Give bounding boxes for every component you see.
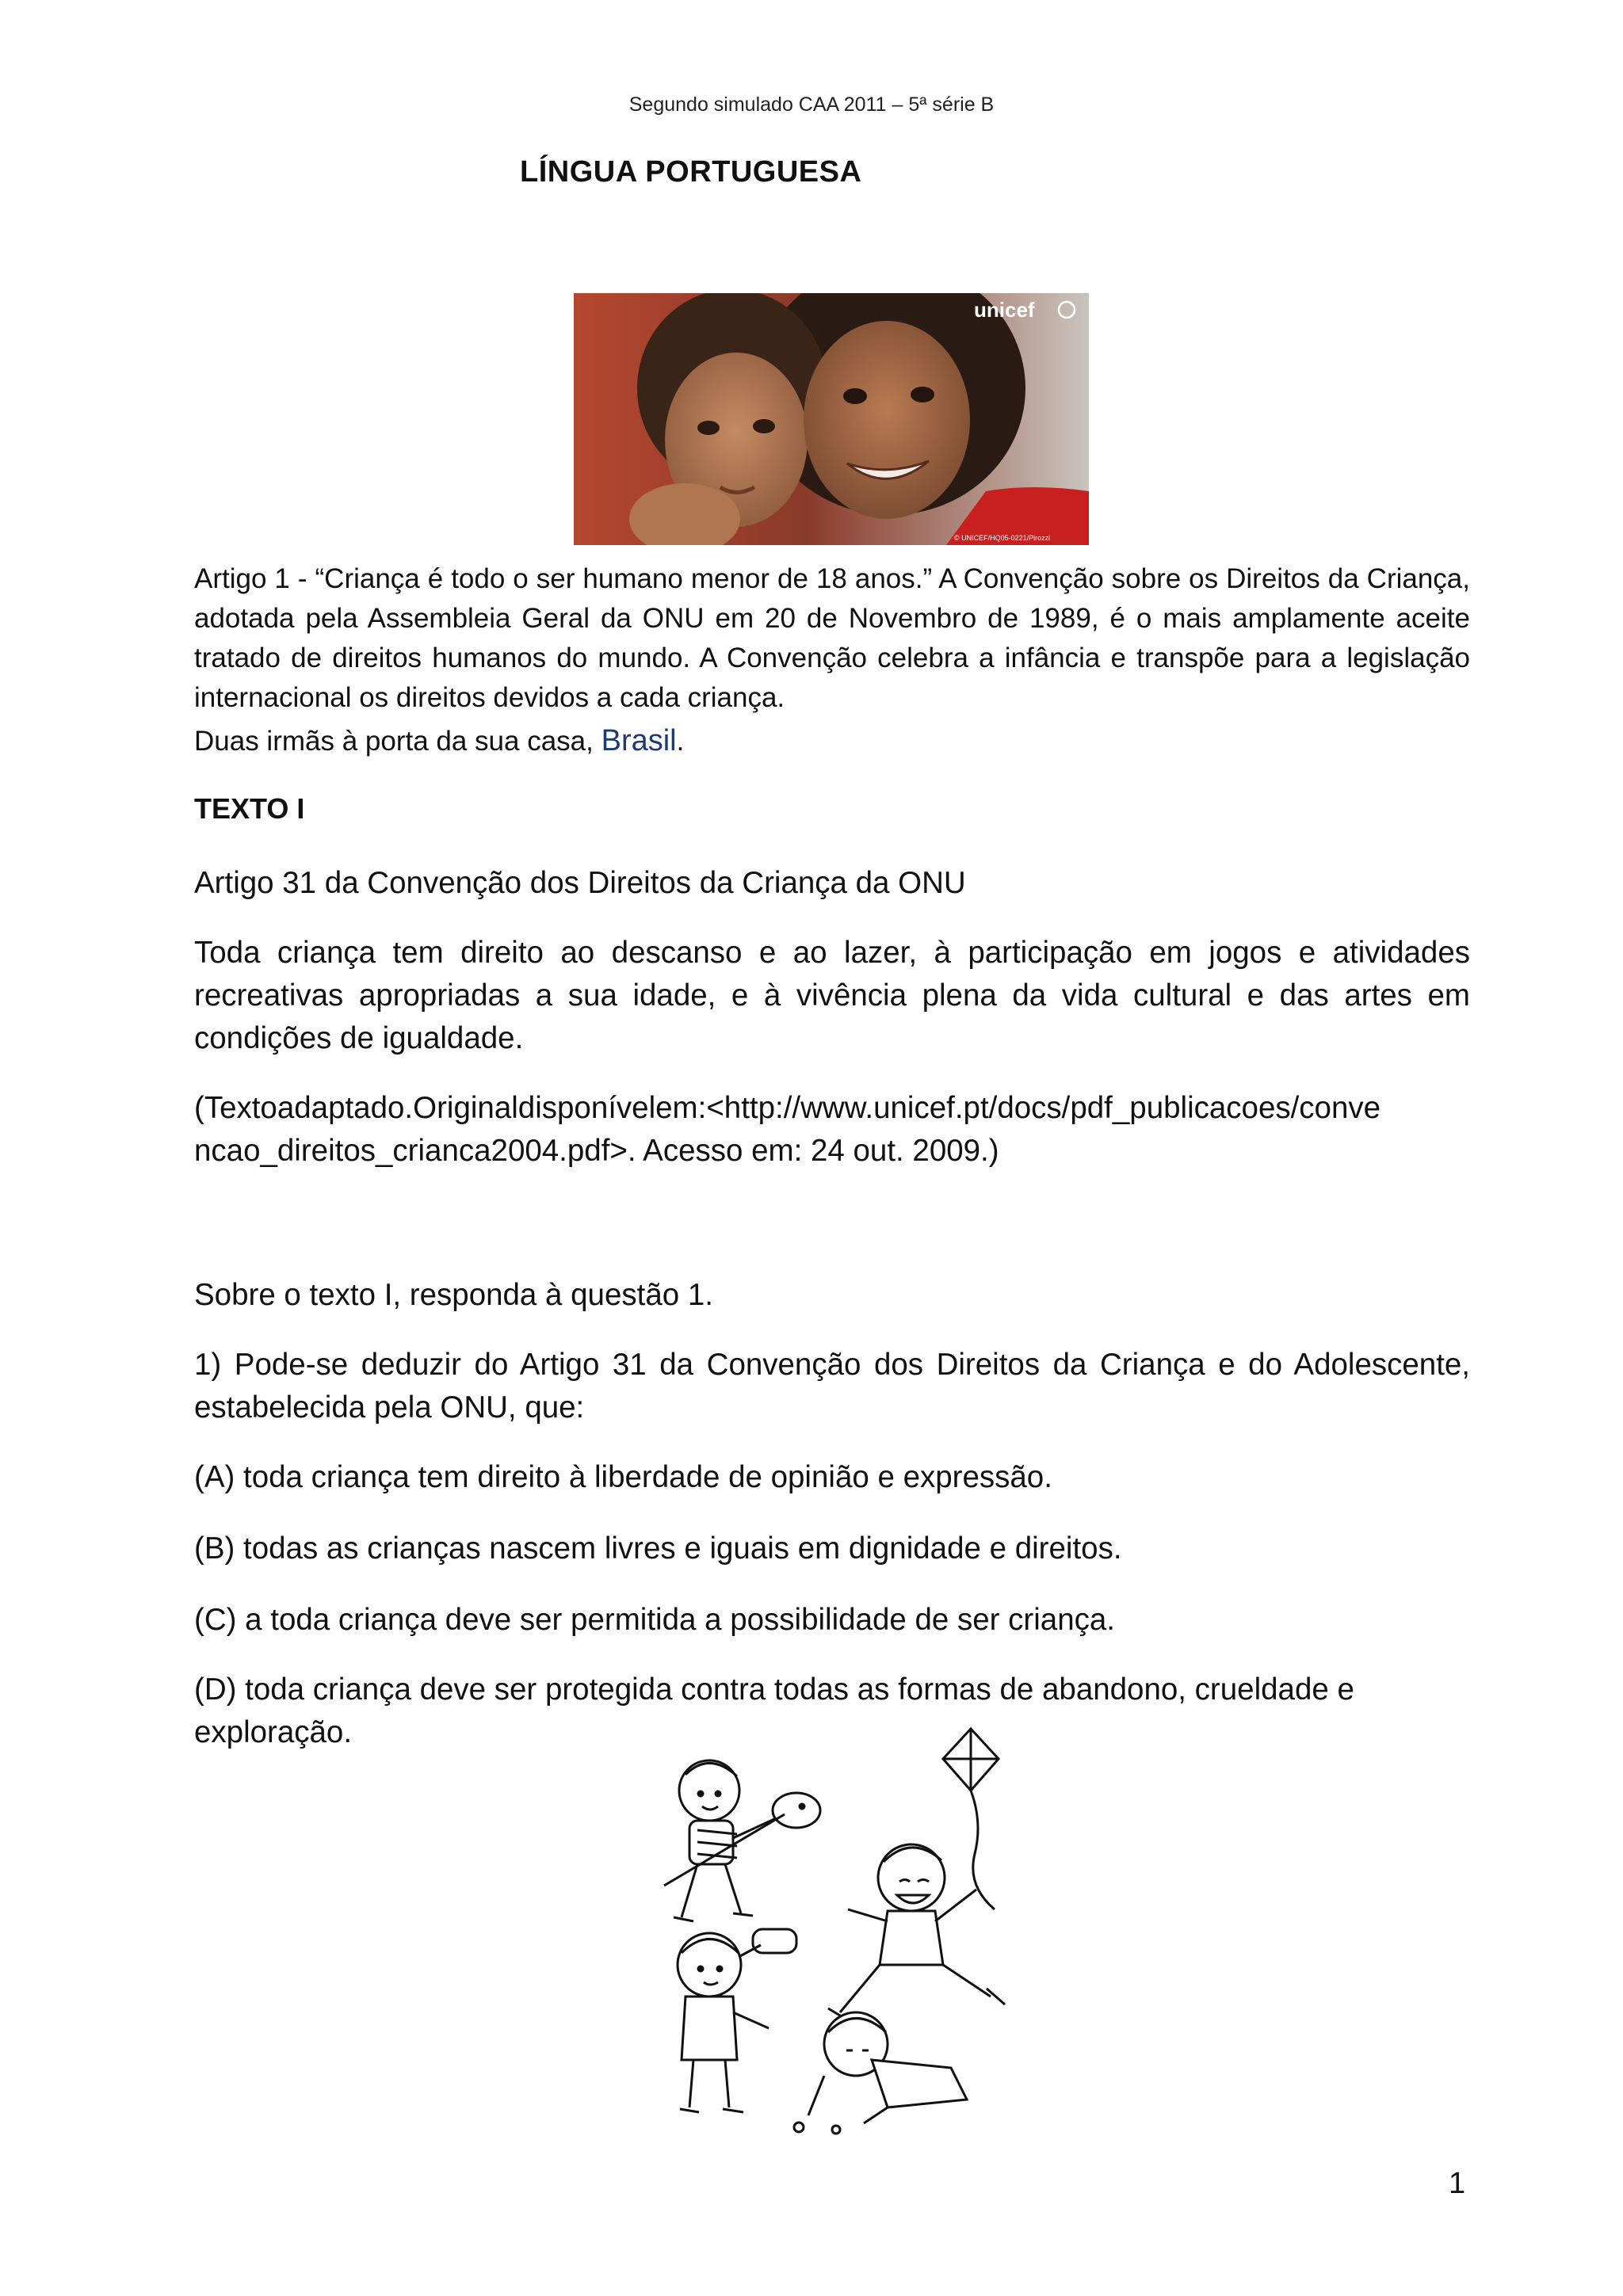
option-c: (C) a toda criança deve ser permitida a possibilidade de ser criança.	[194, 1603, 1115, 1637]
children-photo	[574, 293, 1089, 545]
section-subtitle: Artigo 31 da Convenção dos Direitos da Criança da ONU	[194, 866, 966, 900]
page-title: LÍNGUA PORTUGUESA	[520, 155, 862, 189]
unicef-logo: unicef	[974, 298, 1035, 322]
photo-caption	[194, 721, 684, 761]
option-b: (B) todas as crianças nascem livres e iguais em dignidade e direitos.	[194, 1531, 1122, 1566]
photo-credit: © UNICEF/HQ05-0221/Pirozzi	[954, 534, 1051, 542]
source-line-2: ncao_direitos_crianca2004.pdf>. Acesso em: 24 out. 2009.)	[194, 1134, 999, 1168]
caption-period: .	[676, 726, 685, 757]
caption-text: Duas irmãs à porta da sua casa,	[194, 726, 601, 757]
option-d: (D) toda criança deve ser protegida contra todas as formas de abandono, crueldade e exploração.	[194, 1672, 1354, 1749]
children-playing-illustration	[650, 1727, 1022, 2139]
page-number: 1	[1449, 2167, 1466, 2200]
option-a: (A) toda criança tem direito à liberdade de opinião e expressão.	[194, 1460, 1052, 1494]
source-line-1: (Textoadaptado.Originaldisponívelem:<http://www.unicef.pt/docs/pdf_publicacoes/conve	[194, 1091, 1381, 1125]
page-header: Segundo simulado CAA 2011 – 5ª série B	[628, 93, 995, 116]
source-citation	[194, 1087, 1470, 1173]
brasil-link[interactable]: Brasil	[601, 724, 677, 757]
intro-paragraph: Artigo 1 - “Criança é todo o ser humano menor de 18 anos.” A Convenção sobre os Direitos da Criança, adotada pela Assembleia Geral da ONU em 20 de Novembro de 1989, é o mais amplamente aceite tratado de direitos humanos do mundo. A Convenção celebra a infância e transpõe para a legislação internacional os direitos devidos a cada criança.	[194, 563, 1470, 713]
question-stem: 1) Pode-se deduzir do Artigo 31 da Convenção dos Direitos da Criança e do Adolescente, estabelecida pela ONU, que:	[194, 1348, 1470, 1425]
question-intro: Sobre o texto I, responda à questão 1.	[194, 1278, 713, 1312]
section-heading: TEXTO I	[194, 792, 305, 825]
article-31-text: Toda criança tem direito ao descanso e ao lazer, à participação em jogos e atividades recreativas apropriadas a sua idade, e à vivência plena da vida cultural e das artes em condições de igualdade.	[194, 936, 1470, 1055]
